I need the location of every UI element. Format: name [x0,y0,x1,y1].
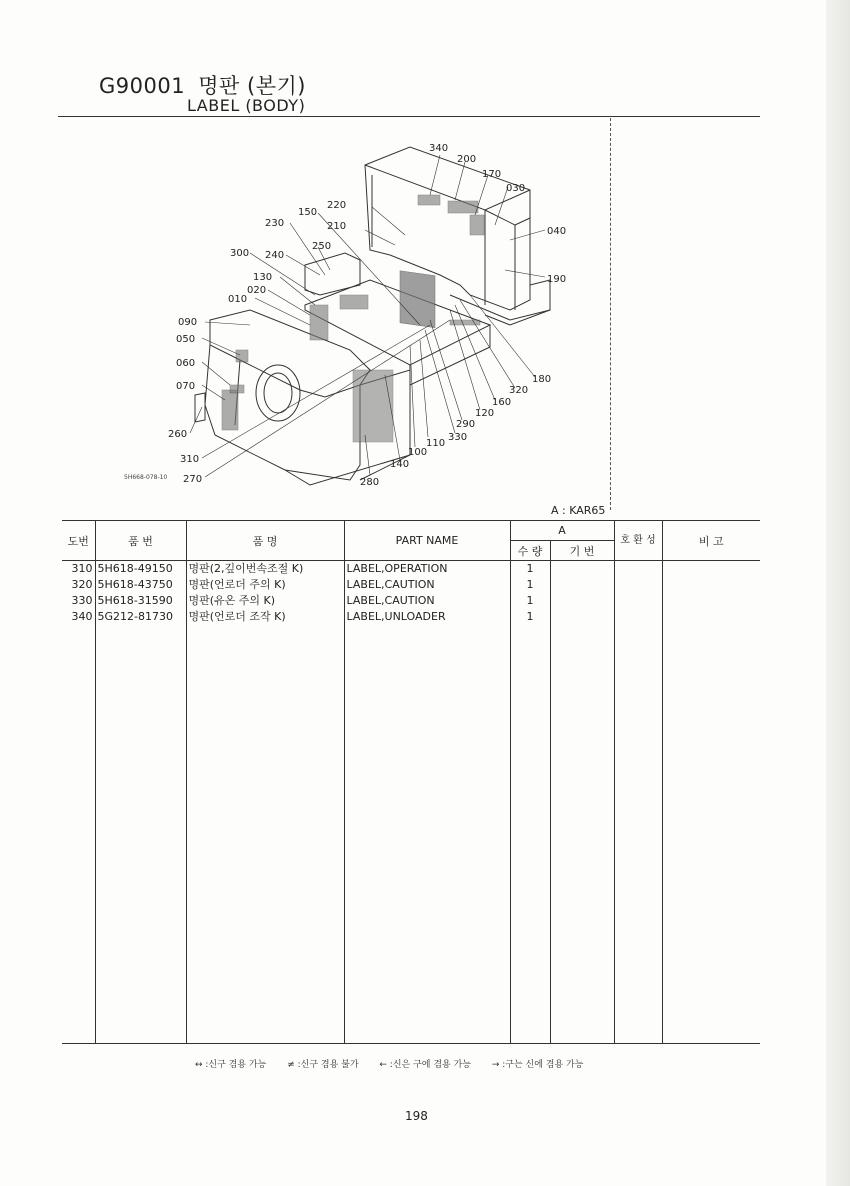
cell-remarks [662,593,760,609]
cell-qty: 1 [510,561,550,578]
legend-both-ways: ↔ :신구 겸용 가능 [195,1060,267,1070]
cell-name-en: LABEL,UNLOADER [344,609,510,625]
cell-ref: 320 [62,577,95,593]
callout: 090 [178,317,198,328]
cell-remarks [662,561,760,578]
col-header-group-a: A [510,521,614,541]
callout: 250 [312,241,332,252]
cell-name-kr: 명판(2,깊이번속조절 K) [186,561,344,578]
cell-ref: 340 [62,609,95,625]
legend-not-compatible: ≠ :신구 겸용 불가 [287,1060,359,1070]
cell-interchange [614,609,662,625]
callout: 030 [506,183,526,194]
parts-diagram [110,135,580,505]
cell-interchange [614,593,662,609]
compatibility-legend [195,1057,601,1070]
table-row [62,609,760,625]
cell-part-no: 5H618-43750 [95,577,186,593]
callout: 180 [532,374,552,385]
cell-ref: 330 [62,593,95,609]
cell-ref: 310 [62,561,95,578]
callout: 190 [547,274,567,285]
cell-qty: 1 [510,609,550,625]
table-row [62,593,760,609]
callout: 200 [457,154,477,165]
callout: 040 [547,226,567,237]
callout: 010 [228,294,248,305]
callout: 060 [176,358,196,369]
cell-qty: 1 [510,593,550,609]
cell-name-kr: 명판(유온 주의 K) [186,593,344,609]
table-row [62,561,760,578]
callout: 290 [456,419,476,430]
drawing-code: 5H668-078-10 [124,474,168,481]
callout: 140 [390,459,410,470]
title-english: LABEL (BODY) [187,96,306,115]
header-rule [58,116,760,117]
callout: 210 [327,221,347,232]
col-header-interchange: 호 환 성 [614,521,662,561]
callout: 220 [327,200,347,211]
col-header-remarks: 비 고 [662,521,760,561]
callout: 310 [180,454,200,465]
callout: 270 [183,474,203,485]
cell-interchange [614,577,662,593]
callout: 170 [482,169,502,180]
cell-name-en: LABEL,CAUTION [344,593,510,609]
callout: 160 [492,397,512,408]
page-edge-shadow [826,0,850,1186]
callout: 300 [230,248,250,259]
col-header-part-no: 품 번 [95,521,186,561]
cell-interchange [614,561,662,578]
col-header-qty: 수 량 [510,541,550,561]
col-header-ref: 도번 [62,521,95,561]
col-header-model: 기 번 [550,541,614,561]
cell-name-en: LABEL,CAUTION [344,577,510,593]
parts-table [62,520,760,1044]
callout: 070 [176,381,196,392]
cell-part-no: 5H618-49150 [95,561,186,578]
figure-divider [610,118,611,510]
cell-part-no: 5H618-31590 [95,593,186,609]
group-code: G90001 [99,74,186,98]
callout: 100 [408,447,428,458]
col-header-part-name-kr: 품 명 [186,521,344,561]
table-blank-area [62,625,760,1044]
callout: 020 [247,285,267,296]
callout: 120 [475,408,495,419]
cell-name-kr: 명판(언로더 주의 K) [186,577,344,593]
callout: 240 [265,250,285,261]
cell-model [550,577,614,593]
callout: 280 [360,477,380,488]
cell-model [550,593,614,609]
title-korean: 명판 (본기) [198,74,306,98]
callout: 110 [426,438,446,449]
cell-remarks [662,609,760,625]
cell-part-no: 5G212-81730 [95,609,186,625]
callout: 330 [448,432,468,443]
cell-model [550,609,614,625]
col-header-part-name-en: PART NAME [344,521,510,561]
callout: 130 [253,272,273,283]
cell-name-kr: 명판(언로더 조작 K) [186,609,344,625]
model-legend: A : KAR65 [551,504,606,517]
cell-qty: 1 [510,577,550,593]
cell-model [550,561,614,578]
cell-remarks [662,577,760,593]
legend-old-to-new: → :구는 신에 겸용 가능 [491,1060,584,1070]
table-row [62,577,760,593]
callout: 260 [168,429,188,440]
cell-name-en: LABEL,OPERATION [344,561,510,578]
callout: 320 [509,385,529,396]
callout: 050 [176,334,196,345]
legend-new-to-old: ← :신은 구에 겸용 가능 [379,1060,471,1070]
page-number: 198 [405,1109,428,1123]
callout: 230 [265,218,285,229]
callout: 150 [298,207,318,218]
callout: 340 [429,143,449,154]
